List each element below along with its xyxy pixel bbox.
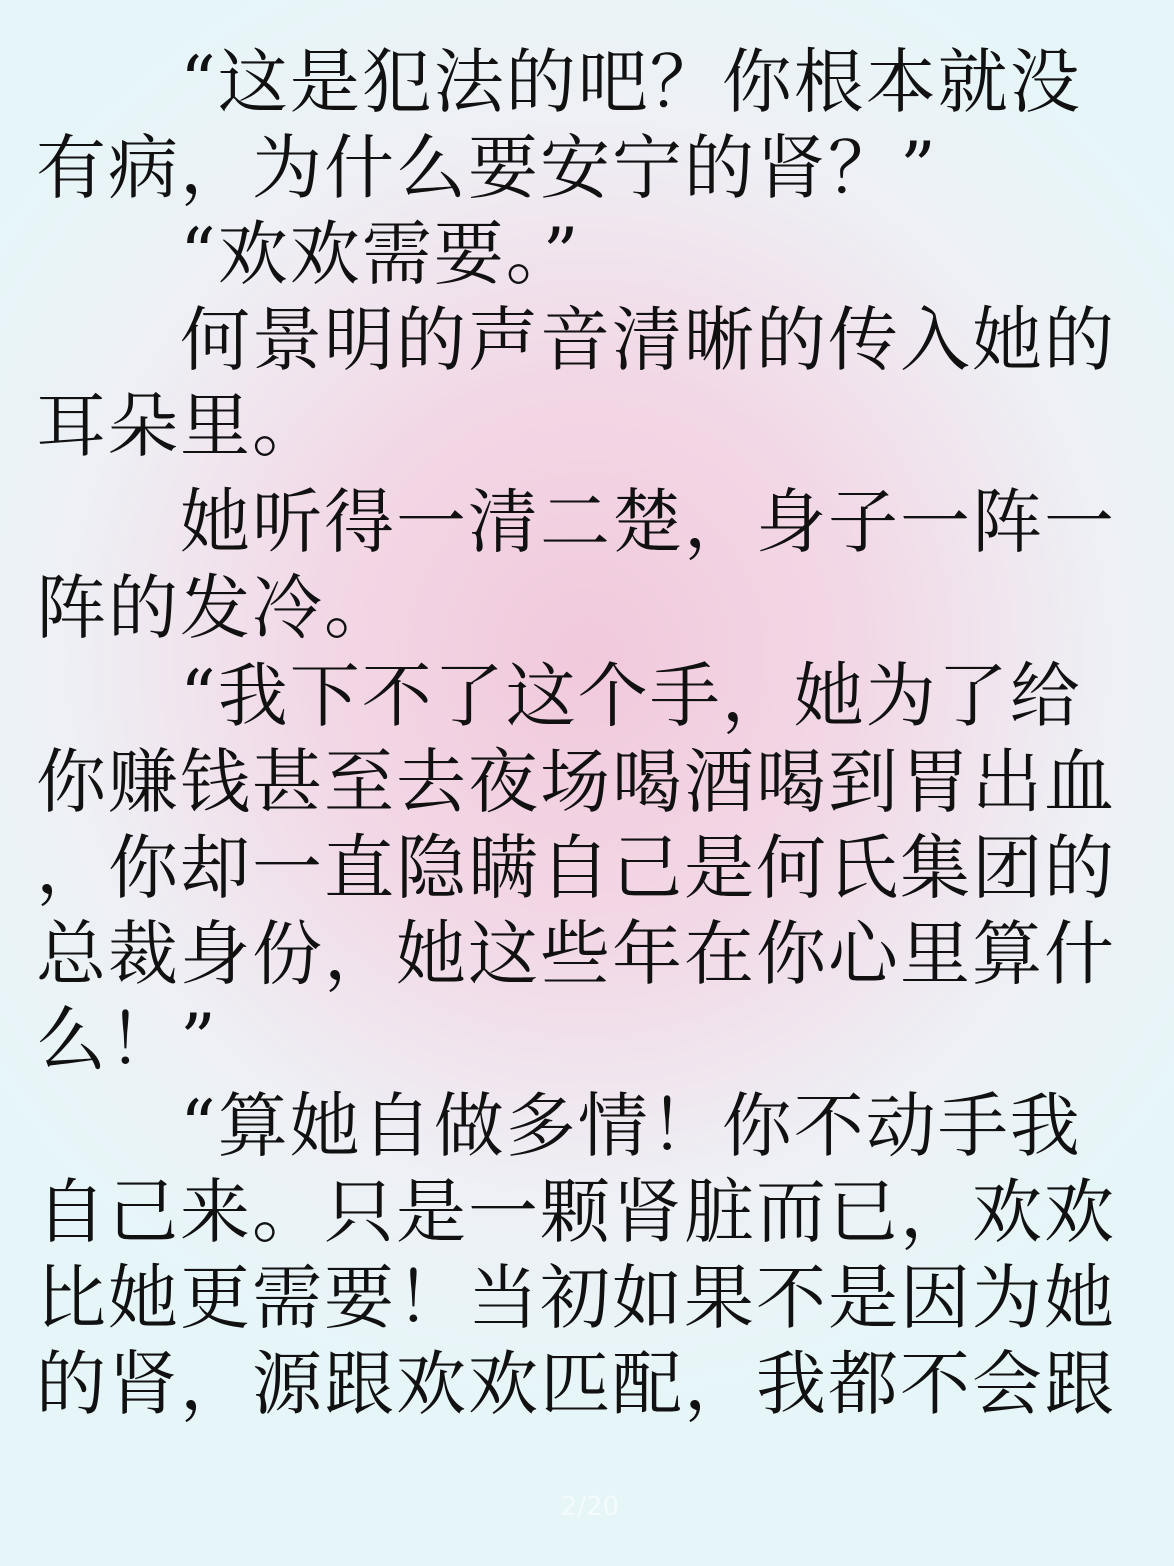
text-line: 自己来。只是一颗肾脏而已，欢欢 [36, 1171, 1116, 1253]
text-line: “欢欢需要。” [36, 213, 581, 295]
text-line: 的肾，源跟欢欢匹配，我都不会跟 [36, 1343, 1116, 1425]
text-line: “算她自做多情！你不动手我 [36, 1085, 1082, 1167]
text-line: 么！” [36, 999, 218, 1081]
page-indicator: 2/20 [560, 1492, 620, 1522]
text-line: ，你却一直隐瞒自己是何氏集团的 [36, 827, 1116, 909]
text-line: 总裁身份，她这些年在你心里算什 [36, 913, 1116, 995]
text-line: 耳朵里。 [36, 385, 324, 467]
text-line: 她听得一清二楚，身子一阵一 [36, 481, 1116, 563]
text-line: “这是犯法的吧？你根本就没 [36, 41, 1082, 123]
text-line: “我下不了这个手，她为了给 [36, 655, 1082, 737]
text-line: 阵的发冷。 [36, 567, 396, 649]
text-line: 有病，为什么要安宁的肾？” [36, 127, 938, 209]
text-line: 你赚钱甚至去夜场喝酒喝到胃出血 [36, 741, 1116, 823]
text-line: 何景明的声音清晰的传入她的 [36, 299, 1116, 381]
text-line: 比她更需要！当初如果不是因为她 [36, 1257, 1116, 1339]
